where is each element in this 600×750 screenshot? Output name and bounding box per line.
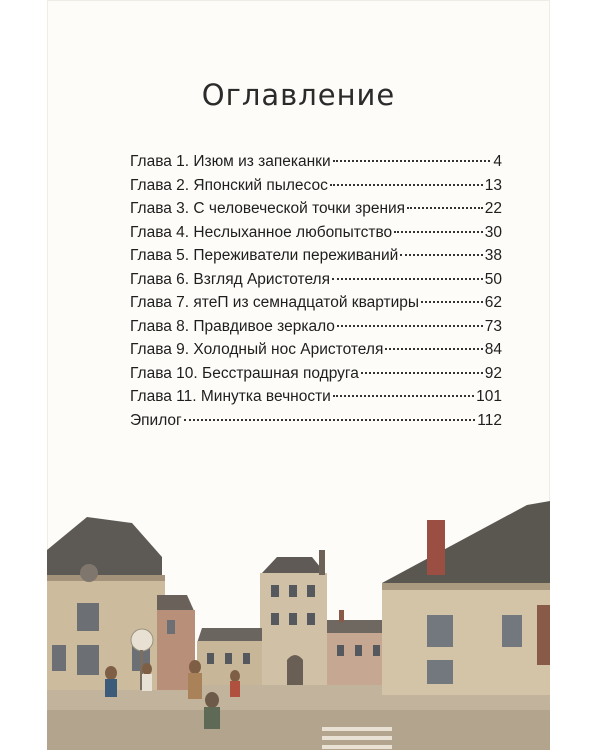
toc-entry-page: 13 (484, 176, 502, 194)
toc-entry (130, 197, 502, 221)
book-page (47, 0, 550, 750)
toc-entry (130, 291, 502, 315)
toc-entry-label: Глава 9. Холодный нос Аристотеля (130, 341, 384, 358)
toc-entry-label: Глава 6. Взгляд Аристотеля (130, 270, 330, 288)
table-of-contents (130, 150, 502, 432)
dot-leader (400, 254, 482, 256)
toc-entry-page: 73 (484, 317, 502, 335)
toc-entry-label: Глава 11. Минутка вечности (130, 388, 331, 405)
toc-entry-page: 50 (484, 270, 502, 288)
toc-entry (130, 268, 502, 292)
dot-leader (385, 348, 482, 350)
page-title: Оглавление (201, 78, 396, 112)
toc-entry-page: 101 (476, 388, 502, 405)
toc-entry-page: 112 (477, 411, 502, 429)
toc-entry-label: Глава 3. С человеческой точки зрения (130, 200, 406, 217)
toc-entry (130, 338, 502, 362)
dot-leader (394, 231, 483, 233)
toc-entry-label: Глава 5. Переживатели переживаний (130, 247, 399, 264)
toc-entry-label: Глава 10. Бесстрашная подруга (130, 364, 359, 382)
toc-entry-page: 4 (493, 153, 502, 170)
dot-leader (407, 207, 483, 209)
toc-entry (130, 244, 502, 268)
town-square-illustration (47, 495, 550, 750)
dot-leader (337, 325, 483, 327)
dot-leader (361, 372, 483, 374)
toc-entry-page: 30 (484, 223, 502, 241)
toc-entry (130, 315, 502, 339)
dot-leader (184, 419, 476, 421)
toc-entry-page: 62 (484, 294, 502, 311)
toc-entry-page: 84 (484, 341, 502, 358)
dot-leader (333, 160, 490, 162)
toc-entry-page: 38 (484, 247, 502, 264)
toc-entry (130, 385, 502, 409)
toc-entry-label: Глава 4. Неслыханное любопытство (130, 223, 393, 241)
dot-leader (421, 301, 483, 303)
toc-entry-label: Глава 8. Правдивое зеркало (130, 317, 335, 335)
toc-entry-label: Эпилог (130, 411, 182, 429)
toc-entry-page: 92 (484, 364, 502, 382)
dot-leader (332, 278, 483, 280)
toc-entry (130, 174, 502, 198)
toc-entry (130, 409, 502, 433)
toc-entry-label: Глава 7. ятеП из семнадцатой квартиры (130, 294, 420, 311)
toc-entry (130, 221, 502, 245)
toc-entry (130, 362, 502, 386)
toc-entry (130, 150, 502, 174)
dot-leader (333, 395, 474, 397)
toc-entry-label: Глава 2. Японский пылесос (130, 176, 328, 194)
toc-entry-label: Глава 1. Изюм из запеканки (130, 153, 331, 170)
toc-entry-page: 22 (484, 200, 502, 217)
dot-leader (330, 184, 483, 186)
